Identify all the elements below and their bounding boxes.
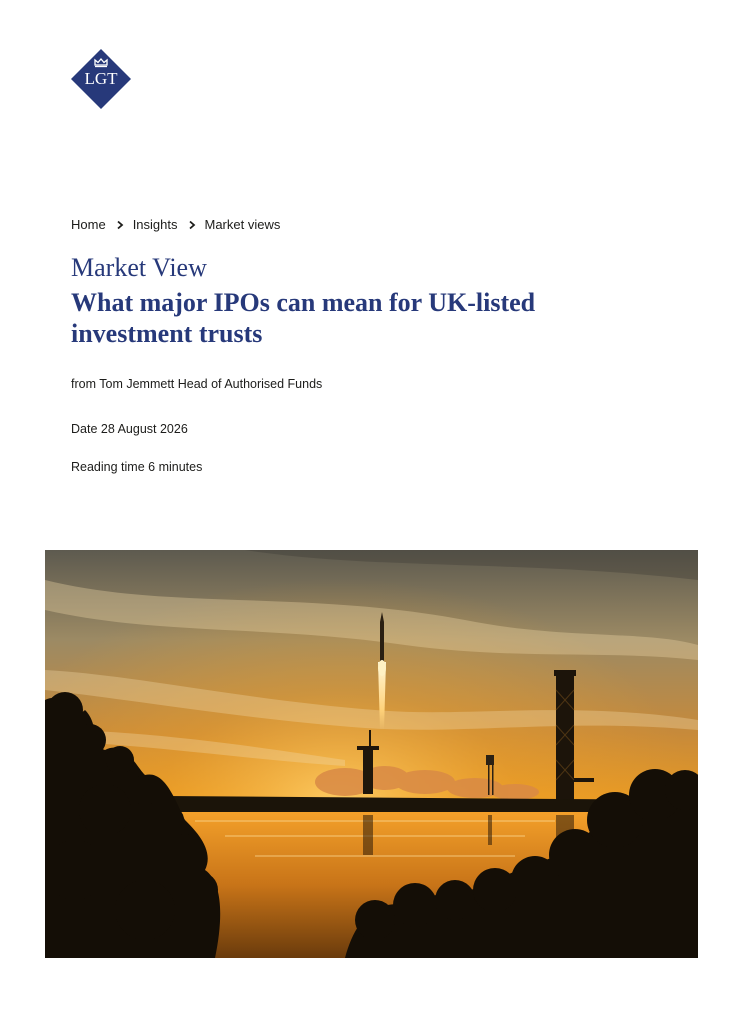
- article-eyebrow: Market View: [71, 253, 207, 282]
- breadcrumb: [71, 216, 280, 234]
- article-author: [71, 376, 322, 392]
- reading-label: Reading time: [71, 460, 145, 474]
- breadcrumb-insights[interactable]: Insights: [132, 217, 178, 232]
- author-name: Tom Jemmett: [99, 377, 175, 391]
- chevron-right-icon: [115, 220, 125, 230]
- author-prefix: from: [71, 377, 96, 391]
- hero-image: [45, 550, 698, 958]
- breadcrumb-market-views[interactable]: Market views: [204, 217, 281, 232]
- article-title: What major IPOs can mean for UK-listed investment trusts: [71, 288, 536, 348]
- article-reading-time: [71, 459, 202, 475]
- lgt-logo[interactable]: [70, 48, 132, 110]
- logo-text: LGT: [84, 69, 118, 88]
- chevron-right-icon: [187, 220, 197, 230]
- reading-value: 6 minutes: [148, 460, 203, 474]
- author-role: Head of Authorised Funds: [177, 377, 323, 391]
- date-label: Date: [71, 422, 98, 436]
- article-date: [71, 421, 188, 437]
- breadcrumb-home[interactable]: Home: [71, 217, 106, 232]
- date-value: 28 August 2026: [100, 422, 188, 436]
